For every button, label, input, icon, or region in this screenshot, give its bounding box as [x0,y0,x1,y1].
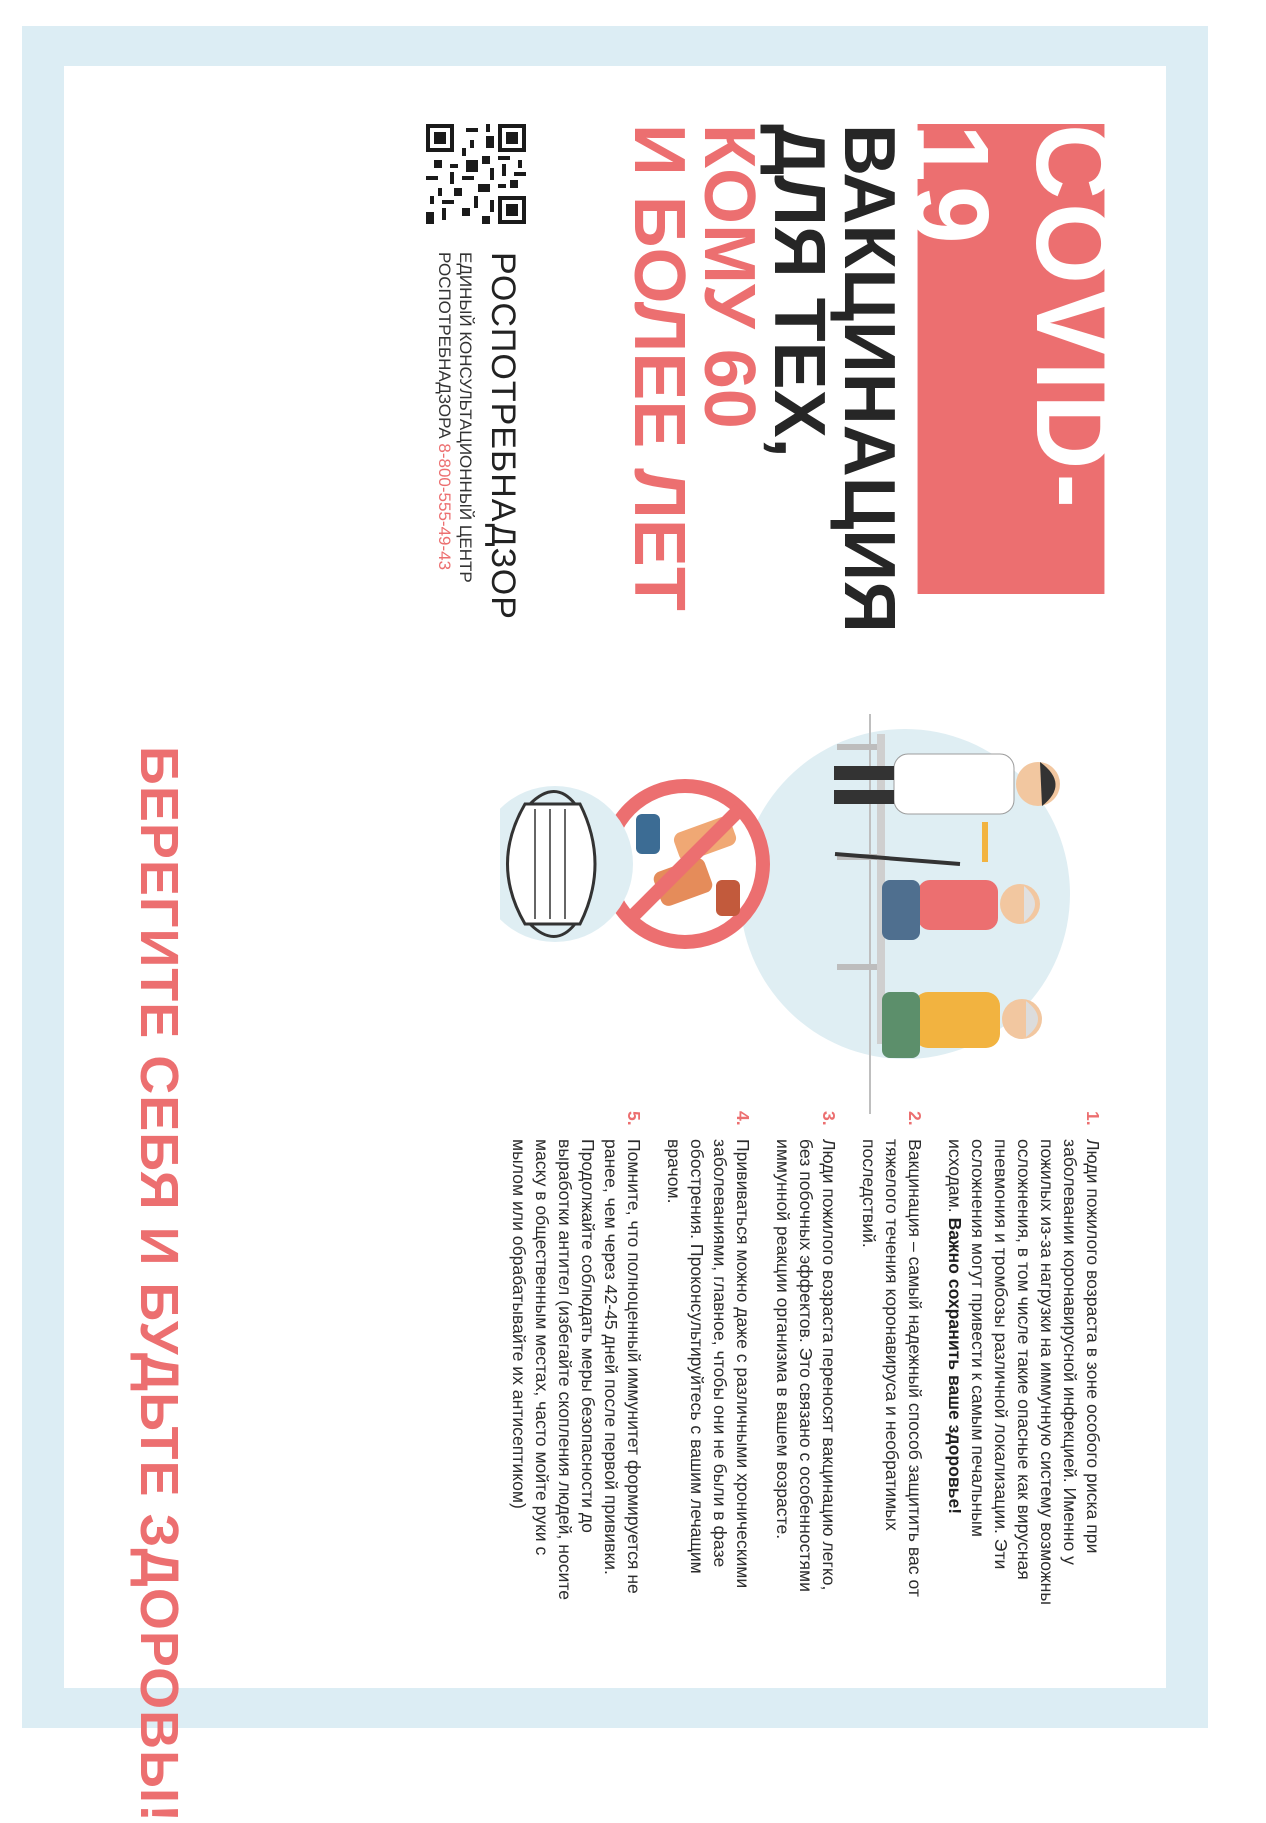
advice-body: Помните, что полноценный иммунитет формируется не ранее, чем через 42-45 дней после первой прививки. Продолжайте соблюдать меры безопасности до выработки антител (избегайте скопления людей, носите маску в общественным местах, часто мойте руки с мылом или обрабатывайте их антисептиком) [509,1139,644,1601]
advice-body: Прививаться можно даже с различными хроническими заболеваниями, главное, чтобы они не были в фазе обострения. Проконсультируйтесь с вашим лечащим врачом. [664,1139,753,1589]
advice-body: Вакцинация – самый надежный способ защитить вас от тяжелого течения коронавируса и необратимых последствий. [859,1139,925,1597]
headline-line-4: И БОЛЕЕ ЛЕТ [619,124,699,611]
brand-title: РОСПОТРЕБНАДЗОР [484,252,522,620]
advice-item [771,1111,840,1611]
brand-subtitle [434,252,476,583]
advice-number: 5. [624,1111,644,1126]
page-frame [22,26,1208,1823]
covid-badge [888,124,1135,594]
poster [64,66,1166,1823]
hotline-phone: 8-800-555-49-43 [435,443,454,571]
brand-subtitle-prefix: РОСПОТРЕБНАДЗОРА [435,252,454,439]
poster-content [64,66,1166,1823]
headline-line-2: ДЛЯ ТЕХ, [759,124,839,458]
advice-list [490,1111,1104,1611]
face-mask-icon [500,786,633,942]
advice-item [507,1111,645,1611]
advice-number: 4. [733,1111,753,1126]
brand-subtitle-line-1: ЕДИНЫЙ КОНСУЛЬТАЦИОННЫЙ ЦЕНТР [456,252,475,583]
advice-item [943,1111,1104,1611]
headline [619,124,909,644]
advice-number: 1. [1083,1111,1103,1126]
illustrations [500,674,1080,1114]
slogan: БЕРЕГИТЕ СЕБЯ И БУДЬТЕ ЗДОРОВЫ! [129,746,189,1823]
brand-block [406,124,526,684]
advice-number: 2. [905,1111,925,1126]
qr-code-icon [426,124,526,224]
headline-line-3: КОМУ 60 [689,124,769,429]
advice-body: Люди пожилого возраста в зоне особого риска при заболевании коронавирусной инфекцией. Именно у пожилых из-за нагрузки на иммунную систему возможны осложнения, в том числе такие опасные как вирусная пневмония и тромбозы различной локализации. Эти осложнения могут привести к самым печальным исходам. [945,1139,1103,1605]
illustrations-svg [500,674,1080,1114]
advice-item [662,1111,754,1611]
advice-number: 3. [819,1111,839,1126]
vaccination-scene-icon [740,714,1070,1114]
covid-badge-text: COVID-19 [888,124,1135,512]
headline-line-1: ВАКЦИНАЦИЯ [829,124,909,633]
advice-text [943,1139,1104,1611]
advice-item [857,1111,926,1611]
advice-body: Люди пожилого возраста переносят вакцинацию легко, без побочных эффектов. Это связано с особенностями иммунной реакции организма в вашем возрасте. [773,1139,839,1592]
brand-subtitle-line-2 [434,252,455,583]
advice-emphasis: Важно сохранить ваше здоровье! [945,1217,965,1515]
